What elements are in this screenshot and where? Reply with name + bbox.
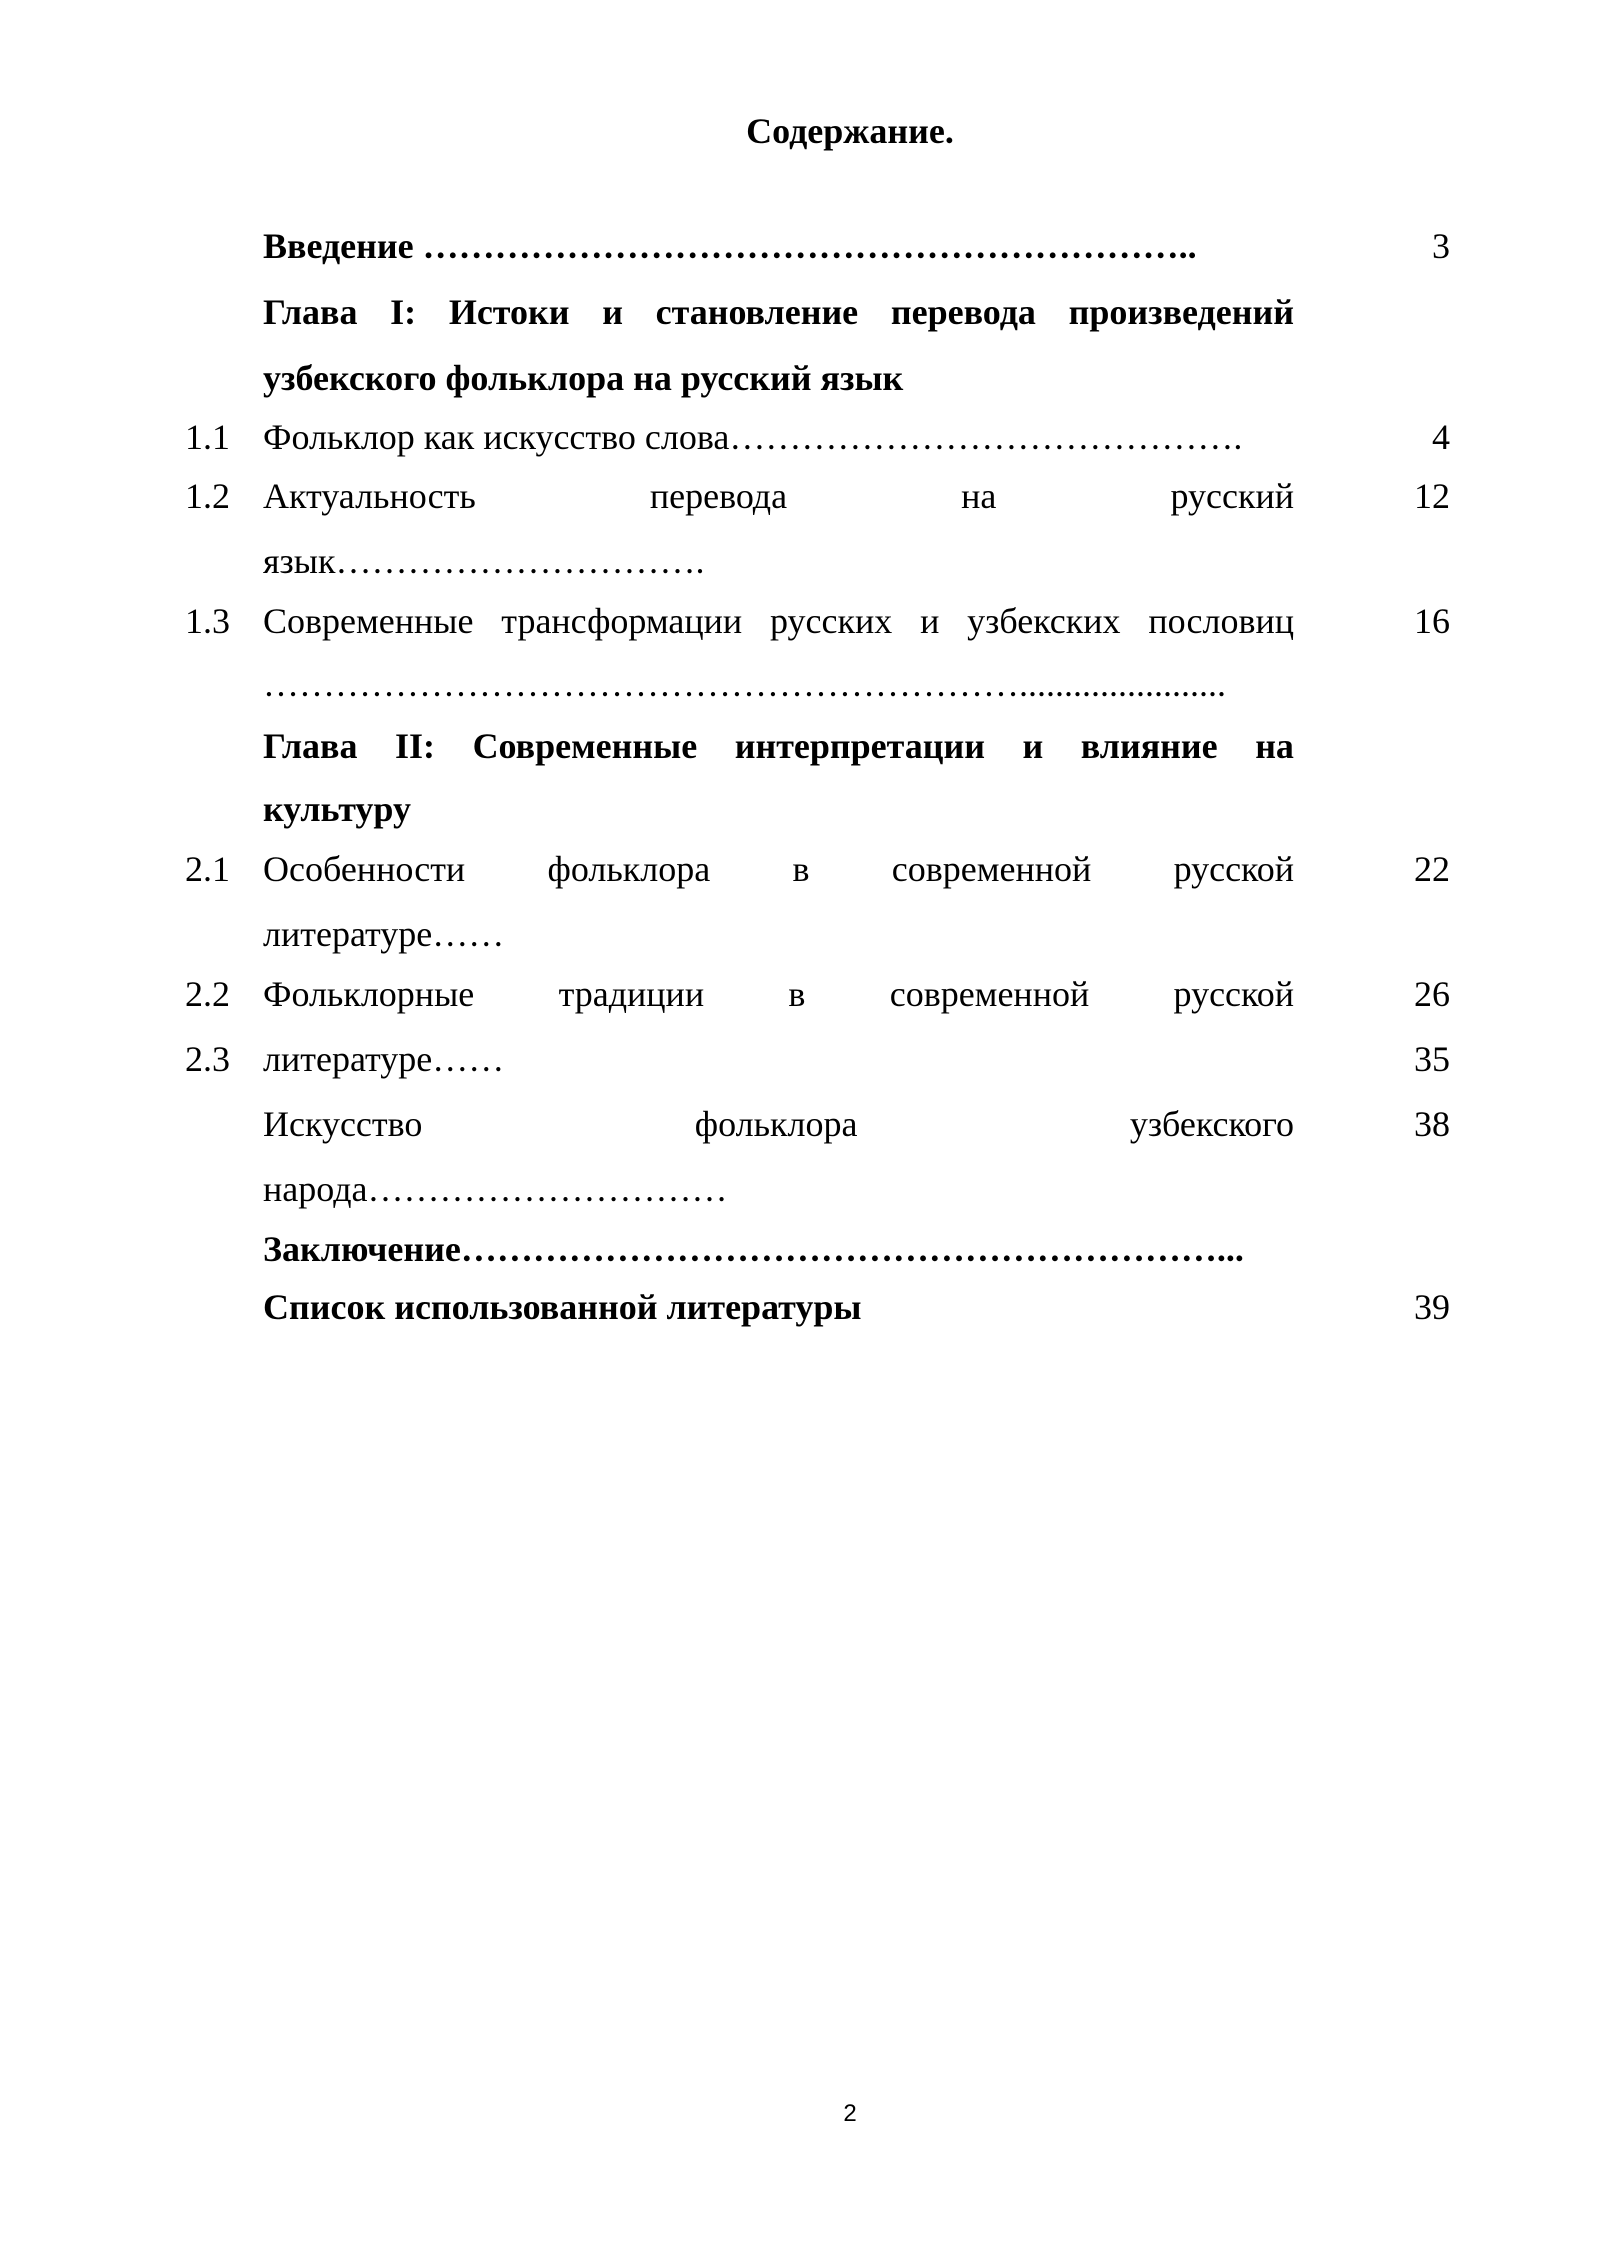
chapter-1-heading-line-1 [263, 288, 1294, 336]
intro-page-number: 3 [1432, 226, 1450, 266]
word: современной [889, 974, 1090, 1014]
word: Глава [263, 726, 358, 766]
section-2-2-page-number: 26 [1414, 974, 1450, 1014]
word: фольклора [694, 1104, 858, 1144]
word: на [1255, 726, 1294, 766]
section-1-3-number: 1.3 [185, 601, 230, 641]
chapter-2-heading-line-1 [263, 722, 1294, 770]
word: узбекских [967, 601, 1121, 641]
word: Истоки [448, 292, 570, 332]
section-2-2-title-line-1 [263, 970, 1294, 1018]
section-2-2-number: 2.2 [185, 974, 230, 1014]
section-1-2-title-line-1 [263, 472, 1294, 520]
section-1-2-title-line-2: язык…………………………. [263, 541, 705, 581]
chapter-2-heading-line-2: культуру [263, 789, 411, 829]
word: Искусство [263, 1104, 423, 1144]
section-2-1-number: 2.1 [185, 849, 230, 889]
toc-entry-intro [263, 222, 1294, 270]
toc-title: Содержание. [746, 111, 954, 151]
word: пословиц [1148, 601, 1294, 641]
toc-entry-references: Список использованной литературы [263, 1287, 862, 1327]
word: Фольклорные [263, 974, 475, 1014]
footer-page-number: 2 [843, 2100, 857, 2127]
word: и [920, 601, 940, 641]
word: становление [655, 292, 859, 332]
section-1-3-title-line-1 [263, 597, 1294, 645]
word: произведений [1068, 292, 1294, 332]
section-1-1-title: Фольклор как искусство слова……………………………………. [263, 417, 1243, 457]
section-2-3-title: литературе…… [263, 1039, 505, 1079]
word: Глава [263, 292, 358, 332]
word: узбекского [1129, 1104, 1294, 1144]
conclusion-dots: ………………………………………………………... [460, 1229, 1244, 1269]
word: Особенности [263, 849, 466, 889]
section-2-1-page-number: 22 [1414, 849, 1450, 889]
word: и [602, 292, 623, 332]
word: Актуальность [263, 476, 476, 516]
word: трансформации [501, 601, 743, 641]
word: I: [390, 292, 417, 332]
word: традиции [558, 974, 705, 1014]
word: русский [1170, 476, 1294, 516]
section-1-2-page-number: 12 [1414, 476, 1450, 516]
word: перевода [890, 292, 1036, 332]
intro-dots: ……………………………………………………….. [413, 226, 1197, 266]
word: на [961, 476, 997, 516]
references-page-number: 39 [1414, 1287, 1450, 1327]
toc-entry-conclusion [263, 1225, 1294, 1273]
word: перевода [649, 476, 788, 516]
section-art-title-line-2: народа………………………… [263, 1169, 728, 1209]
word: русской [1173, 849, 1294, 889]
section-1-2-number: 1.2 [185, 476, 230, 516]
word: Современные [472, 726, 698, 766]
conclusion-label: Заключение [263, 1229, 461, 1269]
word: современной [891, 849, 1092, 889]
word: Современные [263, 601, 474, 641]
word: влияние [1080, 726, 1218, 766]
section-1-3-title-line-2: ………………………………………………………....................... [263, 664, 1226, 704]
intro-label: Введение [263, 226, 414, 266]
section-2-3-number: 2.3 [185, 1039, 230, 1079]
section-1-1-page-number: 4 [1432, 417, 1450, 457]
section-art-page-number: 38 [1414, 1104, 1450, 1144]
word: интерпретации [734, 726, 985, 766]
section-1-3-page-number: 16 [1414, 601, 1450, 641]
word: фольклора [547, 849, 711, 889]
word: и [1022, 726, 1044, 766]
word: в [788, 974, 806, 1014]
word: II: [395, 726, 436, 766]
section-2-3-page-number: 35 [1414, 1039, 1450, 1079]
section-2-1-title-line-2: литературе…… [263, 914, 505, 954]
section-1-1-number: 1.1 [185, 417, 230, 457]
word: русских [770, 601, 893, 641]
word: в [792, 849, 810, 889]
section-art-title-line-1 [263, 1100, 1294, 1148]
word: русской [1173, 974, 1294, 1014]
section-2-1-title-line-1 [263, 845, 1294, 893]
chapter-1-heading-line-2: узбекского фольклора на русский язык [263, 358, 904, 398]
